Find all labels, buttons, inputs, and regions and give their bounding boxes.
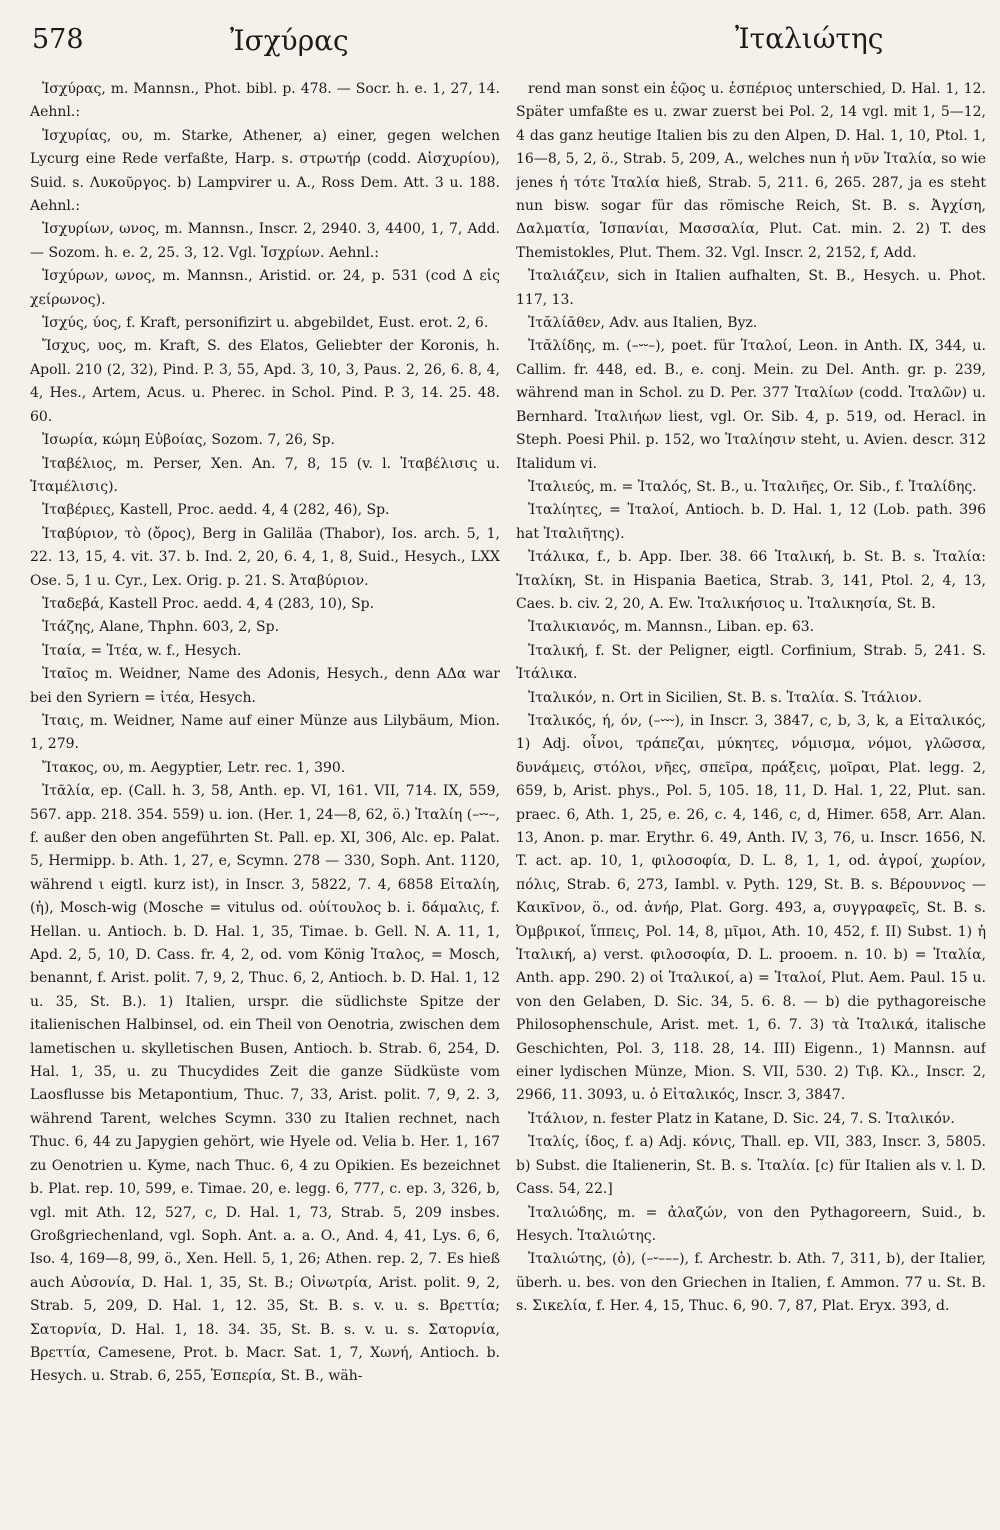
dictionary-entry: Ἰταλικόν, n. Ort in Sicilien, St. B. s. Ἰταλία. S. Ἰτάλιον. [528, 689, 922, 706]
dictionary-entry: Ἰτᾰλίδης, m. (–⏑⏑–), poet. für Ἰταλοί, Leon. in Anth. IX, 344, u. Callim. fr. 448, ed. B., e. conj. Mein. zu Del. Anth. gr. p. 239, während man in Schol. zu D. Per. 377 Ἰταλίων (codd. Ἰταλῶν) u. Bernhard. Ἰταλιήων liest, vgl. Or. Sib. 4, p. 519, od. Heracl. in Steph. Poesi Phil. p. 152, wo Ἰταλίησιν steht, u. Avien. descr. 312 Italidum vi. [516, 338, 986, 472]
dictionary-entry: Ἰσχύρων, ωνος, m. Mannsn., Aristid. or. 24, p. 531 (cod Δ εἰς χείρωνος). [30, 268, 500, 308]
dictionary-entry: Ἰταβέλιος, m. Perser, Xen. An. 7, 8, 15 (v. l. Ἰταβέλισις u. Ἰταμέλισις). [30, 455, 500, 495]
dictionary-entry: rend man sonst ein ἑῷος u. ἑσπέριος unterschied, D. Hal. 1, 12. Später umfaßte es u. zwar zuerst bei Pol. 2, 14 vgl. mit 1, 5—12, 4 das ganz heutige Italien bis zu den Alpen, D. Hal. 1, 10, Ptol. 1, 16—8, 5, 2, ö., Strab. 5, 209, A., welches nun ἡ νῦν Ἰταλία, so wie jenes ἡ τότε Ἰταλία hieß, Strab. 5, 211. 6, 265. 287, ja es steht nun bisw. sogar für das römische Reich, St. B. s. Ἀγχίση, Δαλματία, Ἱσπανίαι, Μασσαλία, Plut. Cat. min. 2. 2) T. des Themistokles, Plut. Them. 32. Vgl. Inscr. 2, 2152, f, Add. [516, 81, 986, 261]
dictionary-entry: Ἰταδεβά, Kastell Proc. aedd. 4, 4 (283, 10), Sp. [42, 595, 375, 612]
right-running-head: Ἰταλιώτης [735, 22, 884, 55]
dictionary-entry: Ἰταβύριον, τὸ (ὄρος), Berg in Galiläa (Thabor), Ios. arch. 5, 1, 22. 13, 15, 4. vit. 37. b. Ind. 2, 20, 6. 4, 1, 8, Suid., Hesych., LXX Ose. 5, 1 u. Cyr., Lex. Orig. p. 21. S. Ἀταβύριον. [30, 525, 500, 589]
dictionary-entry: Ἰταλίς, ίδος, f. a) Adj. κόνις, Thall. ep. VII, 383, Inscr. 3, 5805. b) Subst. die Italienerin, St. B. s. Ἰταλία. [c) für Italien als v. l. D. Cass. 54, 22.] [516, 1134, 986, 1198]
dictionary-entry: Ἰταλική, f. St. der Peligner, eigtl. Corfinium, Strab. 5, 241. S. Ἰτάλικα. [516, 642, 986, 683]
dictionary-entry: Ἰταλιεύς, m. = Ἰταλός, St. B., u. Ἰταλιῆες, Or. Sib., f. Ἰταλίδης. [528, 478, 977, 495]
right-column [516, 78, 986, 1389]
dictionary-entry: Ἰσχύρας, m. Mannsn., Phot. bibl. p. 478. — Socr. h. e. 1, 27, 14. Aehnl.: [30, 81, 500, 121]
dictionary-entry: Ἰταῖος m. Weidner, Name des Adonis, Hesych., denn ΑΔα war bei den Syriern = ἰτέα, Hesych. [30, 666, 500, 706]
dictionary-entry: Ἰταία, = Ἰτέα, w. f., Hesych. [42, 642, 242, 659]
left-column [30, 78, 500, 1389]
page-number: 578 [32, 24, 84, 55]
dictionary-entry: Ἰσωρία, κώμη Εὐβοίας, Sozom. 7, 26, Sp. [42, 432, 335, 449]
dictionary-entry: Ἰσχυρίων, ωνος, m. Mannsn., Inscr. 2, 2940. 3, 4400, 1, 7, Add. — Sozom. h. e. 2, 25. 3, 12. Vgl. Ἰσχρίων. Aehnl.: [30, 221, 500, 261]
dictionary-entry: Ἰταλιάζειν, sich in Italien aufhalten, St. B., Hesych. u. Phot. 117, 13. [516, 268, 986, 308]
dictionary-entry: Ἰταβέριες, Kastell, Proc. aedd. 4, 4 (282, 46), Sp. [42, 502, 390, 519]
dictionary-entry: Ἰτάζης, Alane, Thphn. 603, 2, Sp. [42, 619, 280, 636]
left-running-head: Ἰσχύρας [230, 24, 349, 57]
dictionary-entry: Ἰταις, m. Weidner, Name auf einer Münze aus Lilybäum, Mion. 1, 279. [30, 712, 500, 753]
dictionary-entry: Ἰταλιώτης, (ὁ), (–⏑–––), f. Archestr. b. Ath. 7, 311, b), der Italier, überh. u. bes. von den Griechen in Italien, f. Ammon. 77 u. St. B. s. Σικελία, f. Her. 4, 15, Thuc. 6, 90. 7, 87, Plat. Eryx. 393, d. [516, 1251, 986, 1315]
dictionary-entry: Ἴτακος, ου, m. Aegyptier, Letr. rec. 1, 390. [42, 759, 346, 776]
dictionary-entry: Ἰτάλικα, f., b. App. Iber. 38. 66 Ἰταλική, b. St. B. s. Ἰταλία: Ἰταλίκη, St. in Hispania Baetica, Strab. 3, 141, Ptol. 2, 4, 13, Caes. b. civ. 2, 20, A. Ew. Ἰταλικήσιος u. Ἰταλικησία, St. B. [516, 549, 986, 612]
page-header [30, 14, 986, 60]
dictionary-entry: Ἰσχύς, ύος, f. Kraft, personifizirt u. abgebildet, Eust. erot. 2, 6. [42, 315, 489, 332]
dictionary-entry: Ἰτᾰλίᾱθεν, Adv. aus Italien, Byz. [528, 315, 758, 332]
dictionary-entry: Ἰταλικός, ή, όν, (–⏑⏑⏑), in Inscr. 3, 3847, c, b, 3, k, a Εἰταλικός, 1) Adj. οἶνοι, τράπεζαι, μύκητες, νόμισμα, νόμοι, γλῶσσα, δυνάμεις, στόλοι, νῆες, σπεῖρα, πράξεις, μοῖραι, Plat. legg. 2, 659, b, Arist. phys., Pol. 5, 105. 18, 11, D. Hal. 1, 22, Plut. san. praec. 6, Ath. 1, 25, e. 26, c. 4, 146, c, d, Himer. 658, Arr. Alan. 13, Anon. p. mar. Erythr. 6. 49, Anth. IV, 3, 76, u. Inscr. 1656, N. T. act. ap. 10, 1, φιλοσοφία, D. L. 8, 1, 1, od. ἀγροί, χωρίον, πόλις, Strab. 6, 273, Iambl. v. Pyth. 129, St. B. s. Βέρουννος — Καικῖνον, ö., od. ἀνήρ, Plat. Gorg. 493, a, συγγραφεῖς, St. B. s. Ὀμβρικοί, ἵππεις, Pol. 14, 8, μῖμοι, Ath. 10, 452, f. II) Subst. 1) ἡ Ἰταλική, a) verst. φιλοσοφία, D. L. prooem. n. 10. b) = Ἰταλία, Anth. app. 290. 2) οἱ Ἰταλικοί, a) = Ἰταλοί, Plut. Aem. Paul. 15 u. von den Gelaben, D. Sic. 34, 5. 6. 8. — b) die pythagoreische Philosophenschule, Arist. met. 1, 6. 7. 3) τὰ Ἰταλικά, italische Geschichten, Pol. 3, 118. 28, 14. III) Eigenn., 1) Mannsn. auf einer lydischen Münze, Mion. S. VII, 530. 2) Τιβ. Κλ., Inscr. 2, 2966, 11. 3093, u. ὁ Εἰταλικός, Inscr. 3, 3847. [516, 712, 986, 1104]
dictionary-entry: Ἰταλιώδης, m. = ἀλαζών, von den Pythagoreern, Suid., b. Hesych. Ἰταλιώτης. [516, 1204, 986, 1244]
dictionary-entry: Ἰτᾶλία, ep. (Call. h. 3, 58, Anth. ep. VI, 161. VII, 714. IX, 559, 567. app. 218. 354. 559) u. ion. (Her. 1, 24—8, 62, ö.) Ἰταλίη (–⏑⏑–, f. außer den oben angeführten St. Pall. ep. XI, 306, Alc. ep. Palat. 5, Hermipp. b. Ath. 1, 27, e, Scymn. 278 — 330, Soph. Ant. 1120, während ι eigtl. kurz ist), in Inscr. 3, 5822, 7. 4, 6858 Εἰταλίη, (ἡ), Mosch-wig (Mosche = vitulus od. οὐίτουλος b. i. δάμαλις, f. Hellan. u. Antioch. b. D. Hal. 1, 35, Timae. b. Gell. N. A. 11, 1, Apd. 2, 5, 10, D. Cass. fr. 4, 2, od. vom König Ἰταλος, = Mosch, benannt, f. Arist. polit. 7, 9, 2, Thuc. 6, 2, Antioch. b. D. Hal. 1, 12 u. 35, St. B.). 1) Italien, urspr. die südlichste Spitze der italienischen Halbinsel, od. ein Theil von Oenotria, zwischen dem lametischen u. skylletischen Busen, Antioch. b. Strab. 6, 254, D. Hal. 1, 35, u. zu Thucydides Zeit die ganze Südküste vom Laosflusse bis Metapontium, Thuc. 7, 33, Arist. polit. 7, 9, 2. 3, während Tarent, welches Scymn. 330 zu Italien rechnet, nach Thuc. 6, 44 zu Japygien gehört, wie Hyele od. Velia b. Her. 1, 167 zu Oenotrien u. Kyme, nach Thuc. 6, 4 zu Opikien. Es bezeichnet b. Plat. rep. 10, 599, e. Timae. 20, e. legg. 6, 777, c. ep. 3, 326, b, vgl. mit Ath. 12, 527, c, D. Hal. 1, 73, Strab. 5, 209 insbes. Großgriechenland, vgl. Soph. Ant. a. a. O., And. 4, 41, Lys. 6, 6, Iso. 4, 169—8, 99, ö., Xen. Hell. 5, 1, 26; Athen. rep. 2, 7. Es hieß auch Αὐσονία, D. Hal. 1, 35, St. B.; Οἰνωτρία, Arist. polit. 9, 2, Strab. 5, 209, D. Hal. 1, 12. 35, St. B. s. v. u. s. Βρεττία; Σατορνία, D. Hal. 1, 18. 34. 35, St. B. s. v. u. s. Σατορνία, Βρεττία, Camesene, Prot. b. Macr. Sat. 1, 7, Χωνή, Antioch. b. Hesych. u. Strab. 6, 255, Ἑσπερία, St. B., wäh- [30, 783, 500, 1385]
dictionary-entry: Ἰσχυρίας, ου, m. Starke, Athener, a) einer, gegen welchen Lycurg eine Rede verfaßte, Harp. s. στρωτήρ (codd. Αἰσχυρίου), Suid. s. Λυκοῦργος. b) Lampvirer u. A., Ross Dem. Att. 3 u. 188. Aehnl.: [30, 127, 500, 215]
dictionary-entry: Ἴσχυς, υος, m. Kraft, S. des Elatos, Geliebter der Koronis, h. Apoll. 210 (2, 32), Pind. P. 3, 55, Apd. 3, 10, 3, Paus. 2, 26, 6. 8, 4, 4, Hes., Artem, Acus. u. Pherec. in Schol. Pind. P. 3, 14. 25. 48. 60. [30, 338, 500, 425]
dictionary-entry: Ἰτάλιον, n. fester Platz in Katane, D. Sic. 24, 7. S. Ἰταλικόν. [528, 1110, 955, 1127]
dictionary-entry: Ἰταλίητες, = Ἰταλοί, Antioch. b. D. Hal. 1, 12 (Lob. path. 396 hat Ἰταλιῆτης). [516, 502, 986, 542]
dictionary-entry: Ἰταλικιανός, m. Mannsn., Liban. ep. 63. [528, 619, 815, 636]
